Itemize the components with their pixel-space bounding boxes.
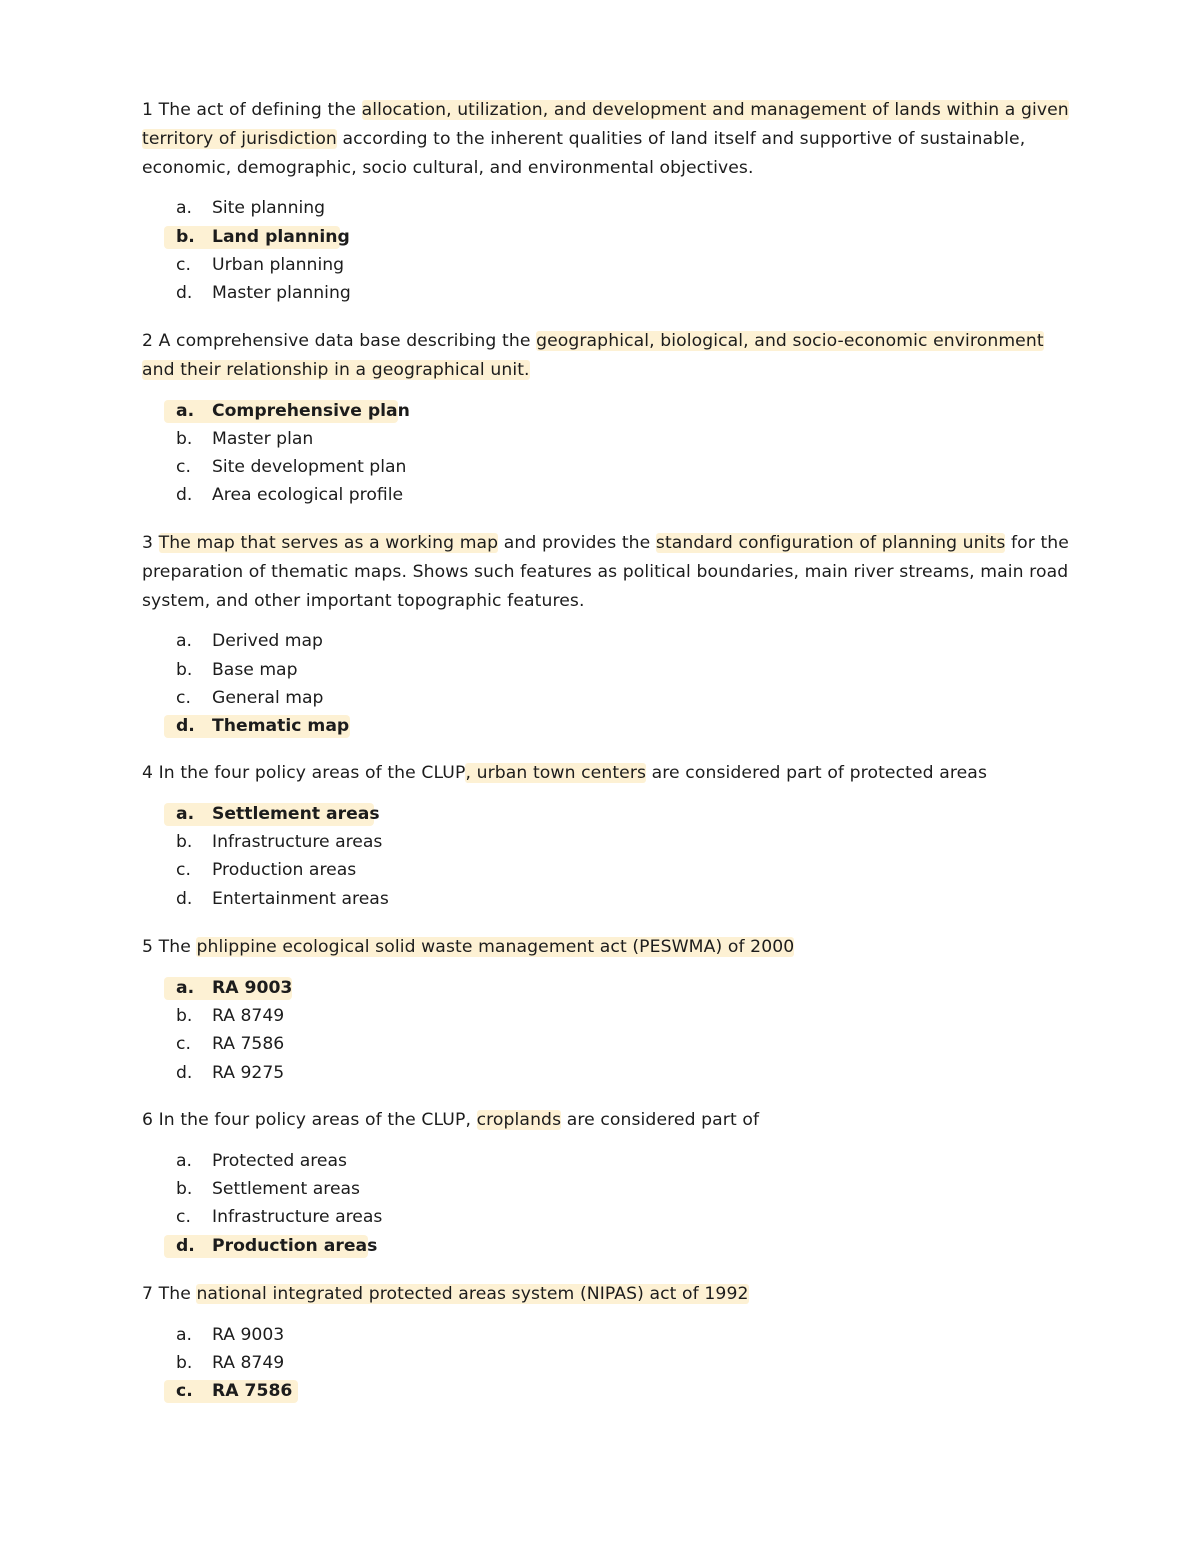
question-stem <box>142 933 1072 962</box>
option-text: Derived map <box>212 631 323 652</box>
option-text: RA 9275 <box>212 1062 285 1083</box>
option-text: Production areas <box>212 860 357 881</box>
option-c <box>142 453 1072 481</box>
option-letter: c. <box>176 1034 191 1055</box>
option-text: RA 7586 <box>212 1381 293 1402</box>
option-c <box>142 684 1072 712</box>
option-letter: b. <box>176 1353 193 1374</box>
option-a <box>142 194 1072 222</box>
option-text: Settlement areas <box>212 1179 361 1200</box>
highlighted-text: and their relationship in a geographical unit. <box>142 359 530 380</box>
question-2 <box>142 327 1072 510</box>
option-text: Settlement areas <box>212 803 380 824</box>
answer-options <box>142 397 1072 510</box>
option-text: RA 9003 <box>212 977 293 998</box>
option-text: Base map <box>212 659 298 680</box>
option-b-correct <box>142 223 1072 251</box>
option-letter: d. <box>176 888 193 909</box>
option-text: Master planning <box>212 283 351 304</box>
option-letter: a. <box>176 631 192 652</box>
option-c <box>142 1203 1072 1231</box>
stem-text: and provides the <box>498 533 656 553</box>
stem-text: according to the inherent qualities of land itself and supportive of sustainable, economic, demographic, socio cultural, and environmental objectives. <box>142 128 1026 178</box>
option-letter: c. <box>176 687 191 708</box>
stem-text: 3 <box>142 533 159 553</box>
option-text: Infrastructure areas <box>212 832 383 853</box>
option-letter: d. <box>176 1235 195 1256</box>
option-letter: a. <box>176 977 195 998</box>
option-letter: a. <box>176 803 195 824</box>
stem-text: are considered part of protected areas <box>646 763 987 783</box>
option-b <box>142 425 1072 453</box>
highlighted-text: The map that serves as a working map <box>158 533 499 553</box>
question-1 <box>142 96 1072 308</box>
option-b <box>142 828 1072 856</box>
option-letter: b. <box>176 428 193 449</box>
option-letter: a. <box>176 400 195 421</box>
option-text: RA 9003 <box>212 1324 285 1345</box>
option-b <box>142 1175 1072 1203</box>
option-d <box>142 1059 1072 1087</box>
question-7 <box>142 1280 1072 1406</box>
option-letter: c. <box>176 457 191 478</box>
question-stem <box>142 529 1072 615</box>
highlighted-text: geographical, biological, and socio-economic environment <box>536 331 1044 351</box>
option-text: Land planning <box>212 226 350 247</box>
option-letter: b. <box>176 832 193 853</box>
option-text: Entertainment areas <box>212 888 389 909</box>
highlighted-text: standard configuration of planning units <box>655 533 1006 553</box>
option-b <box>142 1349 1072 1377</box>
stem-text: 2 A comprehensive data base describing the <box>142 331 537 351</box>
stem-text: are considered part of <box>561 1110 760 1130</box>
question-stem <box>142 759 1072 788</box>
option-text: Site planning <box>212 198 326 219</box>
option-letter: c. <box>176 1381 193 1402</box>
option-letter: c. <box>176 1207 191 1228</box>
option-letter: b. <box>176 1006 193 1027</box>
option-d <box>142 279 1072 307</box>
question-4 <box>142 759 1072 913</box>
option-letter: d. <box>176 283 193 304</box>
option-letter: b. <box>176 659 193 680</box>
option-b <box>142 1002 1072 1030</box>
option-letter: b. <box>176 226 195 247</box>
option-text: Master plan <box>212 428 314 449</box>
highlighted-text: phlippine ecological solid waste management act (PESWMA) of 2000 <box>196 937 795 957</box>
option-a <box>142 1147 1072 1175</box>
answer-options <box>142 194 1072 307</box>
question-stem <box>142 327 1072 385</box>
answer-options <box>142 1321 1072 1406</box>
option-text: RA 8749 <box>212 1353 285 1374</box>
question-stem <box>142 96 1072 182</box>
option-a <box>142 1321 1072 1349</box>
option-text: Protected areas <box>212 1150 347 1171</box>
option-letter: d. <box>176 716 195 737</box>
highlighted-text: , urban town centers <box>465 763 647 783</box>
option-a-correct <box>142 974 1072 1002</box>
highlighted-text: national integrated protected areas system (NIPAS) act of 1992 <box>196 1284 749 1304</box>
answer-options <box>142 800 1072 913</box>
option-letter: c. <box>176 860 191 881</box>
question-6 <box>142 1106 1072 1260</box>
answer-options <box>142 1147 1072 1260</box>
option-a-correct <box>142 800 1072 828</box>
option-b <box>142 656 1072 684</box>
option-d-correct <box>142 712 1072 740</box>
question-3 <box>142 529 1072 741</box>
option-a-correct <box>142 397 1072 425</box>
question-stem <box>142 1106 1072 1135</box>
highlighted-text: allocation, utilization, and development and management of lands within a given territory of jurisdiction <box>142 100 1069 149</box>
option-text: RA 7586 <box>212 1034 285 1055</box>
option-text: Infrastructure areas <box>212 1207 383 1228</box>
option-text: Urban planning <box>212 254 345 275</box>
option-c-correct <box>142 1377 1072 1405</box>
option-c <box>142 1030 1072 1058</box>
answer-options <box>142 974 1072 1087</box>
stem-text: 4 In the four policy areas of the CLUP <box>142 763 466 783</box>
option-letter: a. <box>176 1324 192 1345</box>
option-letter: a. <box>176 198 192 219</box>
option-c <box>142 856 1072 884</box>
option-a <box>142 627 1072 655</box>
option-letter: c. <box>176 254 191 275</box>
option-text: Production areas <box>212 1235 378 1256</box>
option-text: Site development plan <box>212 457 407 478</box>
question-stem <box>142 1280 1072 1309</box>
stem-text: for the preparation of thematic maps. Shows such features as political boundaries, main river streams, main road system, and other important topographic features. <box>142 533 1069 611</box>
option-text: Area ecological profile <box>212 485 404 506</box>
answer-options <box>142 627 1072 740</box>
option-text: RA 8749 <box>212 1006 285 1027</box>
stem-text: 7 The <box>142 1284 197 1304</box>
option-d <box>142 885 1072 913</box>
highlighted-text: croplands <box>476 1110 562 1130</box>
option-text: General map <box>212 687 324 708</box>
question-5 <box>142 933 1072 1087</box>
option-text: Thematic map <box>212 716 350 737</box>
option-c <box>142 251 1072 279</box>
stem-text: 6 In the four policy areas of the CLUP, <box>142 1110 477 1130</box>
stem-text: 1 The act of defining the <box>142 100 362 120</box>
option-letter: d. <box>176 485 193 506</box>
option-d-correct <box>142 1232 1072 1260</box>
option-d <box>142 481 1072 509</box>
option-letter: d. <box>176 1062 193 1083</box>
option-text: Comprehensive plan <box>212 400 410 421</box>
stem-text: 5 The <box>142 937 197 957</box>
option-letter: a. <box>176 1150 192 1171</box>
option-letter: b. <box>176 1179 193 1200</box>
